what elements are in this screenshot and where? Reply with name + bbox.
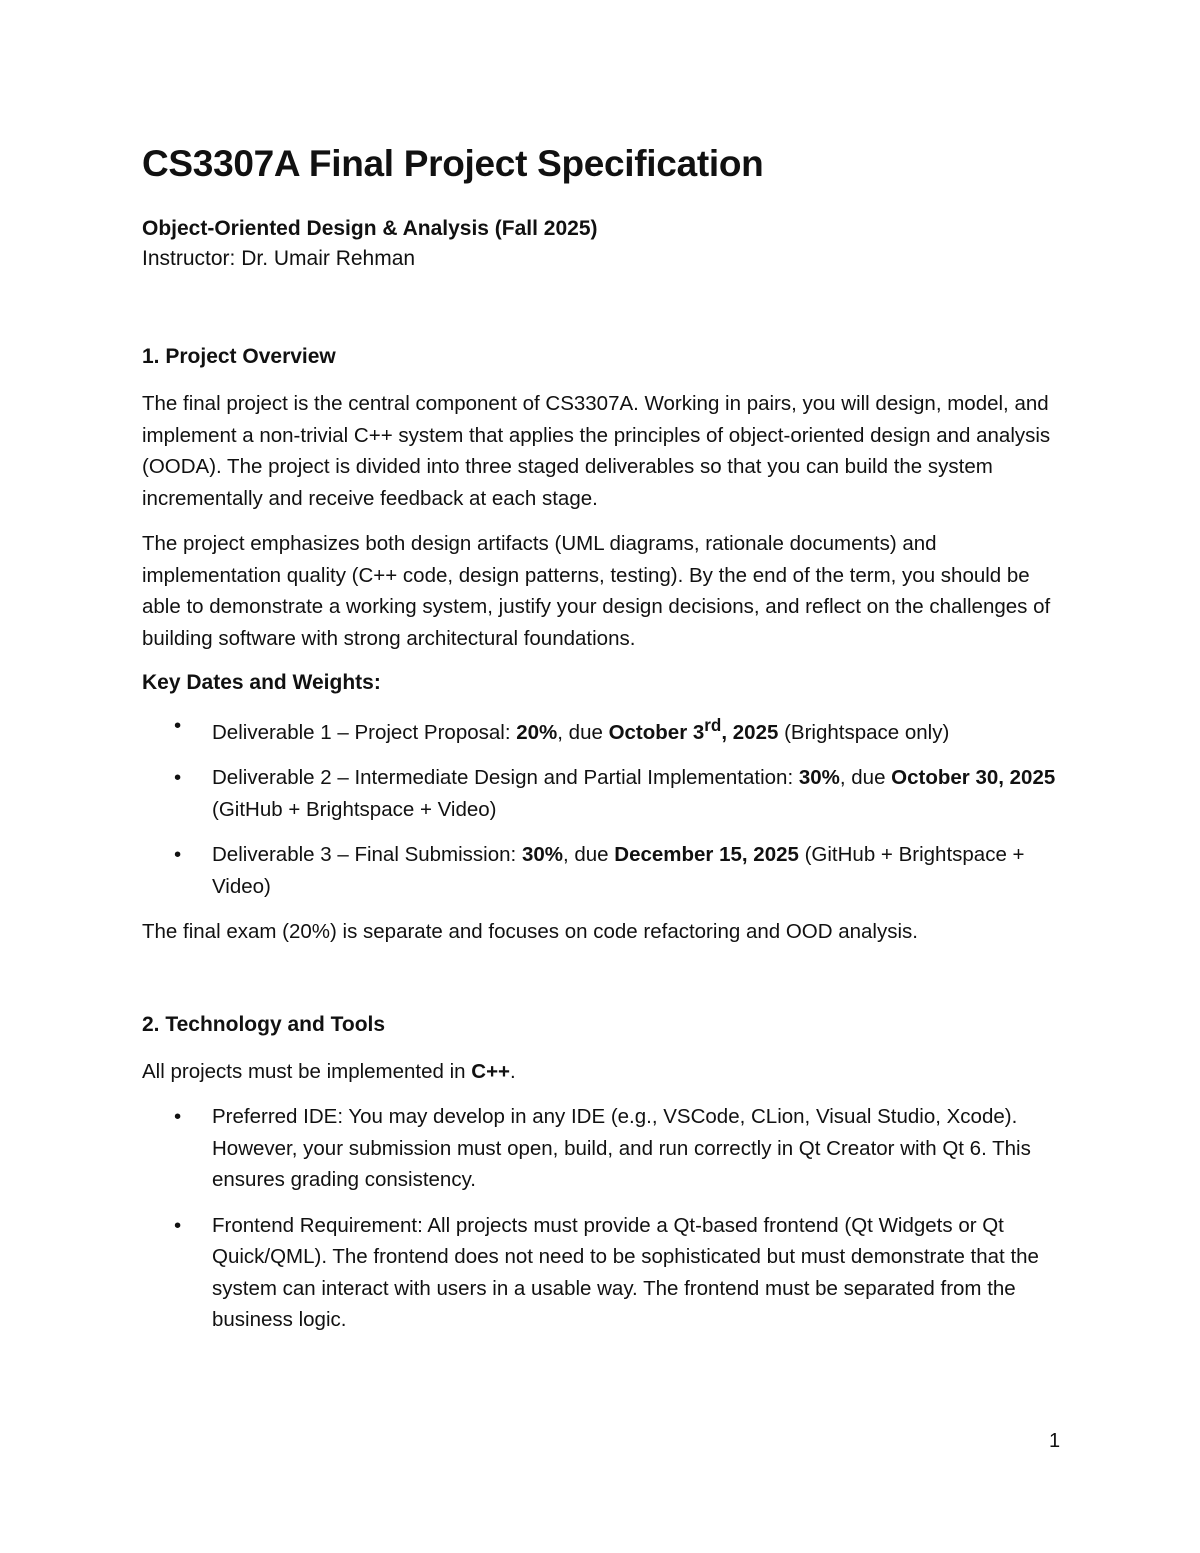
deliverable-date: October 3rd, 2025 <box>608 716 779 744</box>
technology-list <box>142 1101 1062 1336</box>
bullet-icon: • <box>174 843 182 867</box>
deliverable-item-3: • Deliverable 3 – Final Submission: 30%, due December 15, 2025 (GitHub + Brightspace + Video) <box>142 839 1062 902</box>
bullet-icon: • <box>174 1213 182 1237</box>
document-title: CS3307A Final Project Specification <box>142 143 764 184</box>
section-heading-technology-tools: 2. Technology and Tools <box>142 1012 386 1036</box>
technology-item-ide: • Preferred IDE: You may develop in any IDE (e.g., VSCode, CLion, Visual Studio, Xcode). However, your submission must open, build, and run correctly in Qt Creator with Qt 6. This ensures grading consistency. <box>142 1101 1062 1196</box>
key-dates-heading: Key Dates and Weights: <box>142 671 381 694</box>
deliverable-item-2: • Deliverable 2 – Intermediate Design and Partial Implementation: 30%, due October 30, 2025 (GitHub + Brightspace + Video) <box>142 762 1062 825</box>
deliverable-weight: 30% <box>798 766 840 790</box>
technology-item-frontend: • Frontend Requirement: All projects must provide a Qt-based frontend (Qt Widgets or Qt Quick/QML). The frontend does not need to be sophisticated but must demonstrate that the system can interact with users in a usable way. The frontend must be separated from the business logic. <box>142 1210 1062 1336</box>
bullet-icon: • <box>174 766 182 790</box>
deliverable-weight: 30% <box>521 843 563 867</box>
bullet-icon: • <box>174 714 182 737</box>
final-exam-note: The final exam (20%) is separate and focuses on code refactoring and OOD analysis. <box>142 920 918 944</box>
bullet-icon: • <box>174 1105 182 1129</box>
page-number: 1 <box>1049 1430 1061 1452</box>
section-heading-project-overview: 1. Project Overview <box>142 345 336 368</box>
deliverable-date: December 15, 2025 <box>614 843 799 867</box>
instructor-line: Instructor: Dr. Umair Rehman <box>142 247 416 270</box>
course-subtitle: Object-Oriented Design & Analysis (Fall 2025) <box>142 217 598 240</box>
document-page <box>142 140 1062 1350</box>
technology-intro: All projects must be implemented in C++. <box>142 1059 516 1083</box>
overview-paragraph-2: The project emphasizes both design artifacts (UML diagrams, rationale documents) and implementation quality (C++ code, design patterns, testing). By the end of the term, you should be able to demonstrate a working system, justify your design decisions, and reflect on the challenges of building software with strong architectural foundations. <box>142 532 1051 650</box>
deliverable-date: October 30, 2025 <box>891 766 1056 790</box>
deliverables-list <box>142 710 1062 902</box>
deliverable-weight: 20% <box>516 720 558 744</box>
deliverable-item-1: • Deliverable 1 – Project Proposal: 20%, due October 3rd, 2025 (Brightspace only) <box>142 710 1062 748</box>
overview-paragraph-1: The final project is the central component of CS3307A. Working in pairs, you will design, model, and implement a non-trivial C++ system that applies the principles of object-oriented design and analysis (OODA). The project is divided into three staged deliverables so that you can build the system incrementally and receive feedback at each stage. <box>142 392 1051 510</box>
